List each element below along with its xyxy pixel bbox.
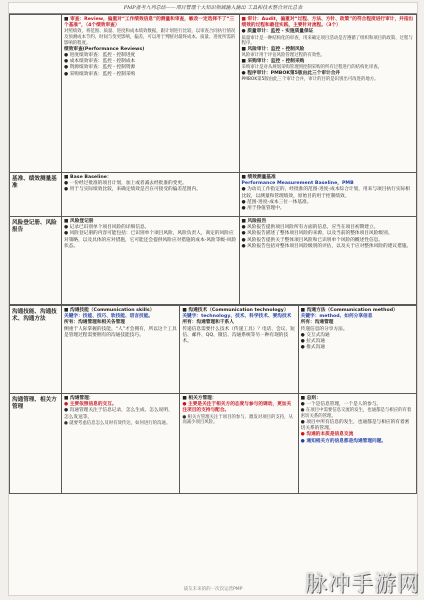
table-row: [10, 217, 417, 305]
table-row: [10, 394, 417, 494]
summary-table: [9, 14, 417, 305]
summary-line-4: ● 沟通的本质是信息交流: [300, 432, 354, 438]
summary-cell: [298, 394, 416, 494]
table-row: [10, 173, 417, 217]
comm-method-line-3: ● 交互式沟通: [300, 332, 330, 338]
comm-method-line-5: ● 推式沟通: [300, 345, 325, 351]
risk-report-line-4: ● 风险报告包括对整体项目风险级别的评估，以及关于应对整体风险的建议措施。: [241, 243, 412, 249]
comm-mgmt-title: ■ 沟通管理：: [64, 396, 94, 401]
audit-item-3: ■ 采购审计：监控 - 控制采购: [241, 59, 305, 65]
summary-table-3col: [9, 305, 417, 494]
review-title: ■ 审查：Review，偏重对“工作绩效信息”的测量和审查，敏改一定选择不了“三个基准”，（4个绩效审查）: [64, 17, 235, 29]
baseline-line-2: ● 用于与实际绩效比较，来确定绩效是否在可接受的偏差范围内。: [64, 187, 201, 193]
comm-skills-line-1: 所有：沟通管理和相关各管理: [64, 320, 125, 326]
risk-report-line-1: ● 风险报告提供项目风险所有方面的信息，应当在项目初期建立。: [241, 225, 379, 231]
document-page: [8, 2, 418, 596]
review-desc: 对照绩效，将范围、质量、进度和成本绩效数据，跟计划进行比较，以审查合同执行情况及预测成本节约、时间与变更影响，偏差，可以用于判断对最终成本、质量、进度所需的影响的程度。: [64, 29, 236, 46]
pmb-line-2: ● 范围-进度-成本三位一体基准。: [241, 199, 312, 205]
pmb-line-3: ● 用于挣值管理中。: [241, 206, 285, 212]
audit-item-2: ■ 风险审计：监控 - 控制风险: [241, 47, 305, 53]
review-item-1: ● 进度绩效审查：监控 - 控制进度: [64, 53, 136, 58]
comm-method-title: ■ 沟通方法（Communication method）: [300, 308, 398, 313]
risk-register-cell: [62, 217, 240, 305]
comm-tech-cell: [180, 306, 298, 394]
audit-desc-3: 采购审计是对从规划采购管理到控制采购的所有过程进行的结构化审查。: [241, 65, 383, 71]
page-footer: 战友未来的的一次次运营PMP: [183, 587, 243, 592]
summary-line-1: ● 一个是信息管理，一个是人的参与。: [300, 402, 382, 408]
audit-desc-2: 风险审计用于评估风险管理过程的有效性。: [241, 53, 325, 59]
pmb-line-1: ● 为动员工作指定的，经批准的范围-进度-成本综合计划，用来与项目执行实际相比较，以测量和管理绩效，原始目的用于控制绩效。: [241, 187, 410, 199]
pmb-cell: [239, 173, 417, 217]
review-item-4: ● 采购绩效审查：监控 - 控制采购: [64, 71, 136, 77]
page-header: PMP备考九列总结——项目管理十大知识领域输入输出 工具和技术整合对比总表: [9, 3, 417, 14]
comm-skills-cell: [62, 306, 180, 394]
comm-mgmt-line-2: ● 沟通管理关注于信息记录，怎么生成、怎么说明、怎么发送等。: [64, 408, 173, 420]
row-label: 沟通技能、沟通技术、沟通方法: [10, 306, 62, 394]
comm-method-line-4: ● 拉式沟通: [300, 339, 325, 345]
baseline-title: ■ Base Baseline：: [64, 175, 112, 180]
audit-desc-1: 质量审计是一种结构化的审查，用来确定项目活动是否遵循了组织和项目的政策、过程与程序。: [241, 35, 413, 47]
risk-report-title: ■ 风险报告: [241, 219, 267, 224]
risk-register-title: ■ 风险登记册: [64, 219, 94, 224]
audit-item-1: ● 质量审计：监控 - 实施质量保证: [241, 29, 314, 35]
comm-method-cell: [298, 306, 416, 394]
row-label: 沟通管理、相关方管理: [10, 394, 62, 494]
audit-item-4: ● 程序审计：PMBOK第5版由此三个审计合并: [241, 71, 341, 77]
row-label: 风险登记册、风险报告: [10, 217, 62, 305]
table-row: [10, 306, 417, 394]
site-watermark: 脉冲手游网: [304, 572, 420, 597]
comm-tech-kw: 关键字：technology、技术、科学技术、要沟技术: [182, 314, 292, 320]
comm-mgmt-line-3: ● 就要考虑信息怎么及时有效传达，如何进行的沟通。: [64, 420, 171, 426]
comm-skills-title: ■ 沟通技能（Communication skills）: [64, 308, 155, 313]
comm-skills-line-2: 侧重于人际掌握的技能。“人”才会拥有，所以这个工具是管理过程需要拥有的沟通技能技巧。: [64, 326, 177, 338]
comm-method-line-2: 传递信息的分享方法。: [300, 326, 348, 332]
summary-line-3: ● 项目中所有信息的发生，也通都是与相应的有着密切关系的管理。: [300, 420, 410, 432]
comm-method-line-1: 所有：沟通管理: [300, 320, 334, 326]
comm-skills-kw: 关键字：技能、技巧、软技能、语言技能。: [64, 314, 154, 320]
stakeholder-mgmt-title: ■ 相关方管理：: [182, 396, 217, 401]
baseline-cell: [62, 173, 240, 217]
audit-title: ■ 审计：Audit，偏重对“过程、方法、方针、政策”的符合程度进行审计，并指出绩效的过程和最佳实践，主要针对流程。（3个）: [241, 17, 414, 29]
table-row: [10, 15, 417, 173]
row-label: [10, 15, 62, 173]
pmb-subtitle: Performance Measurement Baseline，PMB: [241, 181, 354, 187]
risk-report-line-3: ● 风险报告提供关于整体项目风险和已识别单个风险的概述性信息。: [241, 237, 384, 243]
review-item-2: ● 成本绩效审查：监控 - 控制成本: [64, 59, 136, 65]
pmb-title: ■ 绩效测量基准: [241, 175, 276, 180]
comm-mgmt-cell: [62, 394, 180, 494]
risk-report-line-2: ● 风险报告描述了整体项目风险的来源，以及当前的整体项目风险级别。: [241, 231, 393, 237]
comm-mgmt-line-1: ● 主要依照信息的交互。: [64, 402, 117, 408]
risk-report-cell: [239, 217, 417, 305]
audit-cell: [239, 15, 417, 173]
summary-line-5: ● 通知相关方的信息都是沟通管理问题。: [300, 438, 387, 444]
comm-tech-line-2: 传递信息需要什么技术（传递工具）？电话、会议、短信、邮件、QQ、微信、沟通系统等另一种有现的技术。: [182, 326, 295, 345]
audit-desc-4: PMBOK第5版由此三个审计合并，审计的目的是识别出可改进的地方。: [241, 77, 379, 83]
review-cell: [62, 15, 240, 173]
stakeholder-mgmt-line-2: ● 相关方管理关注于项目的参与、激发对项目的支持，从而减少项目风险。: [182, 414, 293, 426]
summary-line-2: ● 在项目中需要信息交流的发生，也通都是与相应的有着密切关系的管理。: [300, 408, 412, 420]
summary-title: ■ 总则：: [300, 396, 321, 401]
risk-register-line-2: ● 风险登记册的内容可能包括：已识别单个项目风险，风险负责人，商定的风险应对策略，以及具体的应对措施，它可能还会提供风险应对措施的成本-风险等级-风险状态。: [64, 231, 237, 249]
comm-method-kw: 关键字：method、如何分享信息: [300, 314, 373, 320]
review-sub-heading: 绩效审查(Performance Reviews): [64, 46, 145, 52]
comm-tech-line-1: 所有：沟通管理和干系人: [182, 320, 234, 326]
stakeholder-mgmt-cell: [180, 394, 298, 494]
review-item-3: ● 资源绩效审查：监控 - 控制资源: [64, 65, 136, 71]
stakeholder-mgmt-line-1: ● 主要是关注于相关方的态度与参与的调动，更加关注项目的支持与配合。: [182, 402, 292, 414]
row-label: 基准、绩效测量基准: [10, 173, 62, 217]
baseline-line-1: ● 一份经过批准的项目计划，加上或者减去经批准的变更。: [64, 181, 187, 187]
risk-register-line-1: ● 记录已识别单个项目风险的详细信息。: [64, 225, 150, 231]
comm-tech-title: ■ 沟通技术（Communication technology）: [182, 308, 289, 313]
